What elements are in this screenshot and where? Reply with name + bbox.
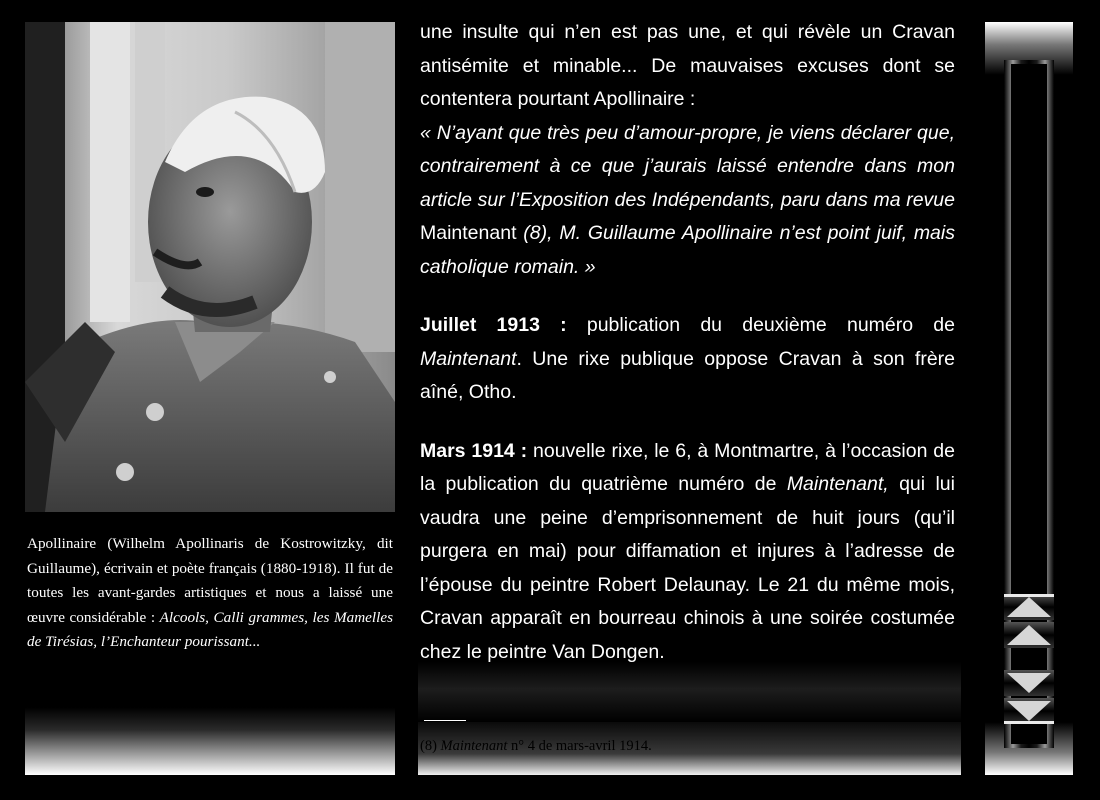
paragraph-1: une insulte qui n’en est pas une, et qui révèle un Cravan antisémite et minable... De mauvaises excuses dont se contentera pourtant Apollinaire : bbox=[420, 22, 955, 110]
article-body bbox=[420, 22, 955, 669]
portrait-photo bbox=[25, 22, 395, 512]
footnote: (8) Maintenant n° 4 de mars-avril 1914. bbox=[420, 738, 652, 754]
photo-caption: Apollinaire (Wilhelm Apollinaris de Kostrowitzky, dit Guillaume), écrivain et poète français (1880-1918). Il fut de toutes les avant-gardes artistiques et nous a laissé une œuvre considérable : Alcools, Calli grammes, les Mamelles de Tirésias, l’Enchanteur pourissant... bbox=[27, 535, 393, 650]
page-down-icon bbox=[1007, 701, 1051, 721]
footnote-separator bbox=[424, 720, 466, 721]
line-up-button[interactable] bbox=[1004, 622, 1054, 648]
caption-works: Alcools, Calli grammes, les Mamelles de Tirésias, l’Enchanteur pourissant... bbox=[27, 608, 393, 650]
page-down-button[interactable] bbox=[1004, 698, 1054, 724]
left-panel bbox=[25, 22, 395, 775]
portrait-image bbox=[25, 22, 395, 512]
chronology-entry-march-1914: Mars 1914 : nouvelle rixe, le 6, à Montmartre, à l’occasion de la publication du quatrième numéro de Maintenant, qui lui vaudra une peine d’emprisonnement de huit jours (qu’il purgera en mai) pour diffamation et injures à l’adresse de l’épouse du peintre Robert Delaunay. Le 21 du même mois, Cravan apparaît en bourreau chinois à une soirée costumée chez le peintre Van Dongen. bbox=[420, 439, 955, 663]
line-down-button[interactable] bbox=[1004, 670, 1054, 696]
quote-paragraph: « N’ayant que très peu d’amour-propre, je viens déclarer que, contrairement à ce que j’aurais laissé entendre dans mon article sur l’Exposition des Indépendants, paru dans ma revue Maintenant (8), M. Guillaume Apollinaire n’est point juif, mais catholique romain. » bbox=[420, 121, 955, 278]
chronology-entry-july-1913: Juillet 1913 : publication du deuxième numéro de Maintenant. Une rixe publique oppose Cravan à son frère aîné, Otho. bbox=[420, 314, 956, 403]
article-panel[interactable] bbox=[418, 22, 961, 775]
arrow-up-icon bbox=[1007, 625, 1051, 645]
page-up-button[interactable] bbox=[1004, 594, 1054, 620]
scrollbar[interactable] bbox=[985, 22, 1073, 775]
arrow-down-icon bbox=[1007, 673, 1051, 693]
page-up-icon bbox=[1007, 597, 1051, 617]
